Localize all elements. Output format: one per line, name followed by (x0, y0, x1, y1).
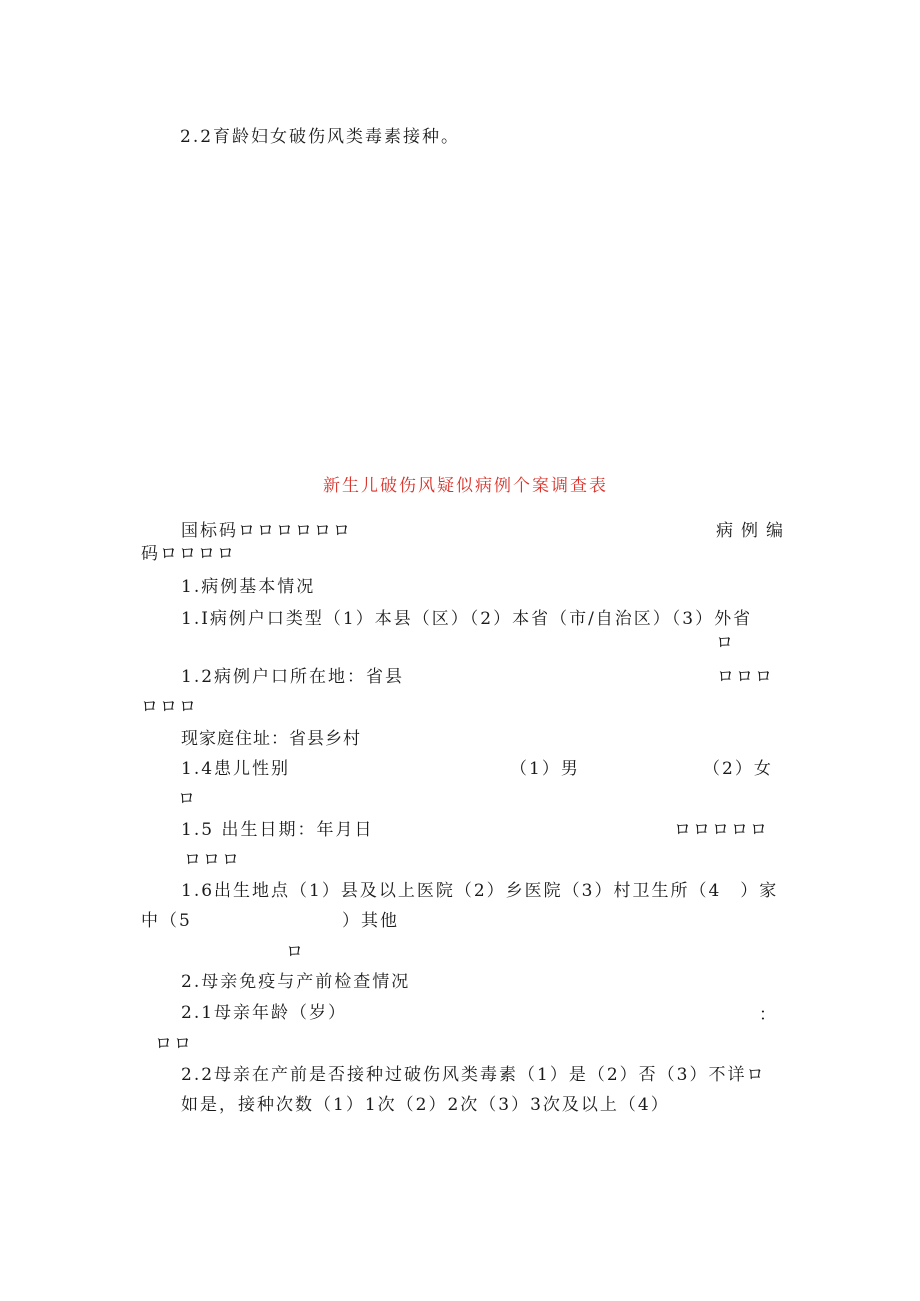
q1-1-box: ロ (716, 633, 735, 653)
q2-2-dose-count: 如是，接种次数（1）1次（2）2次（3）3次及以上（4） (181, 1095, 670, 1115)
q1-5-boxes-left: ロロロ (184, 850, 241, 870)
case-code-boxes: 码ロロロロ (141, 544, 236, 564)
q1-2-household-location: 1.2病例户口所在地：省县 (181, 667, 405, 687)
q1-4-gender: 1.4患儿性别 (181, 759, 291, 779)
q1-2-boxes-right: ロロロ (717, 667, 774, 687)
case-code-label: 病例编 (716, 521, 791, 541)
q1-6-line2-start: 中（5 (141, 911, 192, 931)
home-address: 现家庭住址：省县乡村 (181, 729, 361, 749)
section2-heading: 2.母亲免疫与产前检查情况 (181, 972, 411, 992)
q1-6-box: ロ (286, 942, 305, 962)
q1-2-boxes-left: ロロロ (141, 697, 198, 717)
q2-1-boxes: ロロ (155, 1034, 193, 1054)
section1-heading: 1.病例基本情况 (181, 577, 316, 597)
q2-2-tetanus-vaccination: 2.2母亲在产前是否接种过破伤风类毒素（1）是（2）否（3）不详ロ (181, 1065, 766, 1085)
q1-5-birth-date: 1.5 出生日期：年月日 (181, 820, 374, 840)
form-title: 新生儿破伤风疑似病例个案调查表 (323, 476, 608, 496)
q1-4-option-male: （1）男 (510, 759, 580, 779)
q1-4-option-female: （2）女 (703, 759, 773, 779)
q1-6-birthplace: 1.6出生地点（1）县及以上医院（2）乡医院（3）村卫生所（4 ）家 (181, 881, 779, 901)
top-line: 2.2育龄妇女破伤风类毒素接种。 (180, 127, 461, 147)
q1-1-household-type: 1.I病例户口类型（1）本县（区）（2）本省（市/自治区）（3）外省 (181, 609, 753, 629)
q2-1-mother-age: 2.1母亲年龄（岁） (181, 1003, 348, 1023)
q1-6-other: ）其他 (342, 911, 399, 931)
national-code-line: 国标码ロロロロロロ (181, 521, 352, 541)
q2-1-colon: ： (759, 1005, 778, 1025)
q1-5-boxes-right: ロロロロロ (674, 820, 769, 840)
q1-4-box: ロ (178, 789, 197, 809)
